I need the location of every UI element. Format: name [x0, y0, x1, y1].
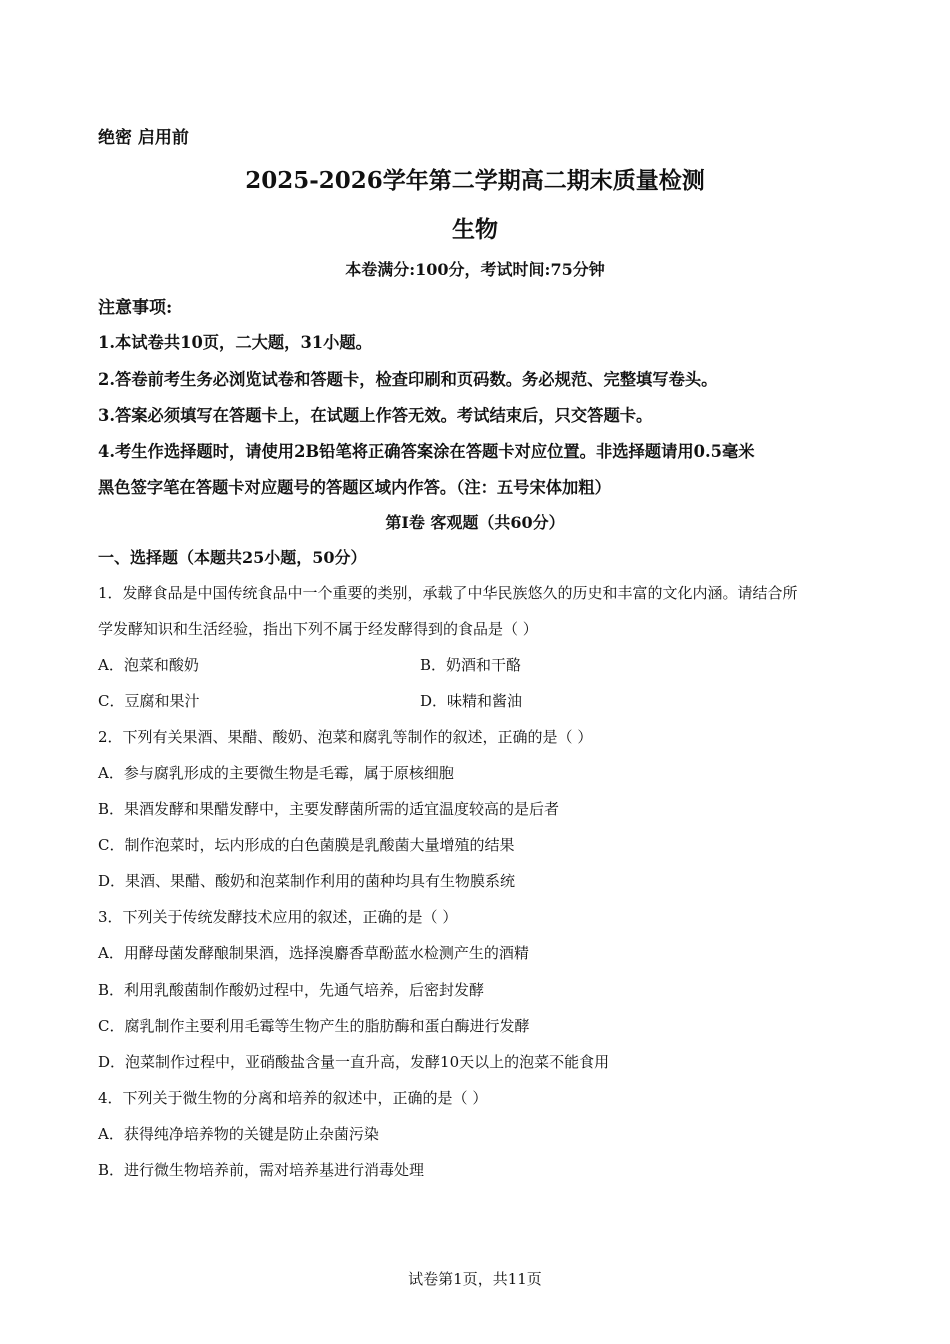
question-2-stem: 2．下列有关果酒、果醋、酸奶、泡菜和腐乳等制作的叙述，正确的是（ ）	[98, 728, 593, 746]
question-2-option-b: B．果酒发酵和果醋发酵中，主要发酵菌所需的适宜温度较高的是后者	[98, 800, 560, 818]
question-1-option-a: A．泡菜和酸奶	[98, 656, 199, 674]
confidential-mark: 绝密 启用前	[98, 128, 189, 148]
note-item: 黑色签字笔在答题卡对应题号的答题区域内作答。（注：五号宋体加粗）	[98, 478, 611, 497]
exam-meta: 本卷满分:100分，考试时间:75分钟	[345, 260, 605, 279]
part-title: 一、选择题（本题共25小题，50分）	[98, 548, 367, 567]
question-4-stem: 4．下列关于微生物的分离和培养的叙述中，正确的是（ ）	[98, 1089, 488, 1107]
notes-heading: 注意事项:	[98, 298, 173, 318]
question-2-option-a: A．参与腐乳形成的主要微生物是毛霉，属于原核细胞	[98, 764, 454, 782]
question-3-option-a: A．用酵母菌发酵酿制果酒，选择溴麝香草酚蓝水检测产生的酒精	[98, 944, 529, 962]
question-1-option-c: C．豆腐和果汁	[98, 692, 200, 710]
question-3-option-d: D．泡菜制作过程中，亚硝酸盐含量一直升高，发酵10天以上的泡菜不能食用	[98, 1053, 610, 1071]
note-item: 1.本试卷共10页，二大题，31小题。	[98, 333, 372, 352]
note-item: 2.答卷前考生务必浏览试卷和答题卡，检查印刷和页码数。务必规范、完整填写卷头。	[98, 370, 718, 389]
section-title: 第Ⅰ卷 客观题（共60分）	[385, 513, 565, 532]
note-item: 3.答案必须填写在答题卡上，在试题上作答无效。考试结束后，只交答题卡。	[98, 406, 653, 425]
page-footer: 试卷第1页，共11页	[408, 1270, 542, 1288]
question-3-option-b: B．利用乳酸菌制作酸奶过程中，先通气培养，后密封发酵	[98, 981, 485, 999]
question-1-stem-cont: 学发酵知识和生活经验，指出下列不属于经发酵得到的食品是（ ）	[98, 620, 538, 638]
note-item: 4.考生作选择题时，请使用2B铅笔将正确答案涂在答题卡对应位置。非选择题请用0.5毫米	[98, 442, 755, 461]
question-3-option-c: C．腐乳制作主要利用毛霉等生物产生的脂肪酶和蛋白酶进行发酵	[98, 1017, 530, 1035]
question-1-option-b: B．奶酒和干酪	[420, 656, 522, 674]
question-4-option-b: B．进行微生物培养前，需对培养基进行消毒处理	[98, 1161, 425, 1179]
exam-title: 2025-2026学年第二学期高二期末质量检测	[245, 167, 705, 194]
question-3-stem: 3．下列关于传统发酵技术应用的叙述，正确的是（ ）	[98, 908, 458, 926]
question-2-option-c: C．制作泡菜时，坛内形成的白色菌膜是乳酸菌大量增殖的结果	[98, 836, 515, 854]
question-2-option-d: D．果酒、果醋、酸奶和泡菜制作利用的菌种均具有生物膜系统	[98, 872, 516, 890]
question-1-option-d: D．味精和酱油	[420, 692, 523, 710]
question-1-stem: 1．发酵食品是中国传统食品中一个重要的类别，承载了中华民族悠久的历史和丰富的文化内涵。请结合所	[98, 584, 798, 602]
question-4-option-a: A．获得纯净培养物的关键是防止杂菌污染	[98, 1125, 379, 1143]
subject-title: 生物	[452, 216, 498, 243]
